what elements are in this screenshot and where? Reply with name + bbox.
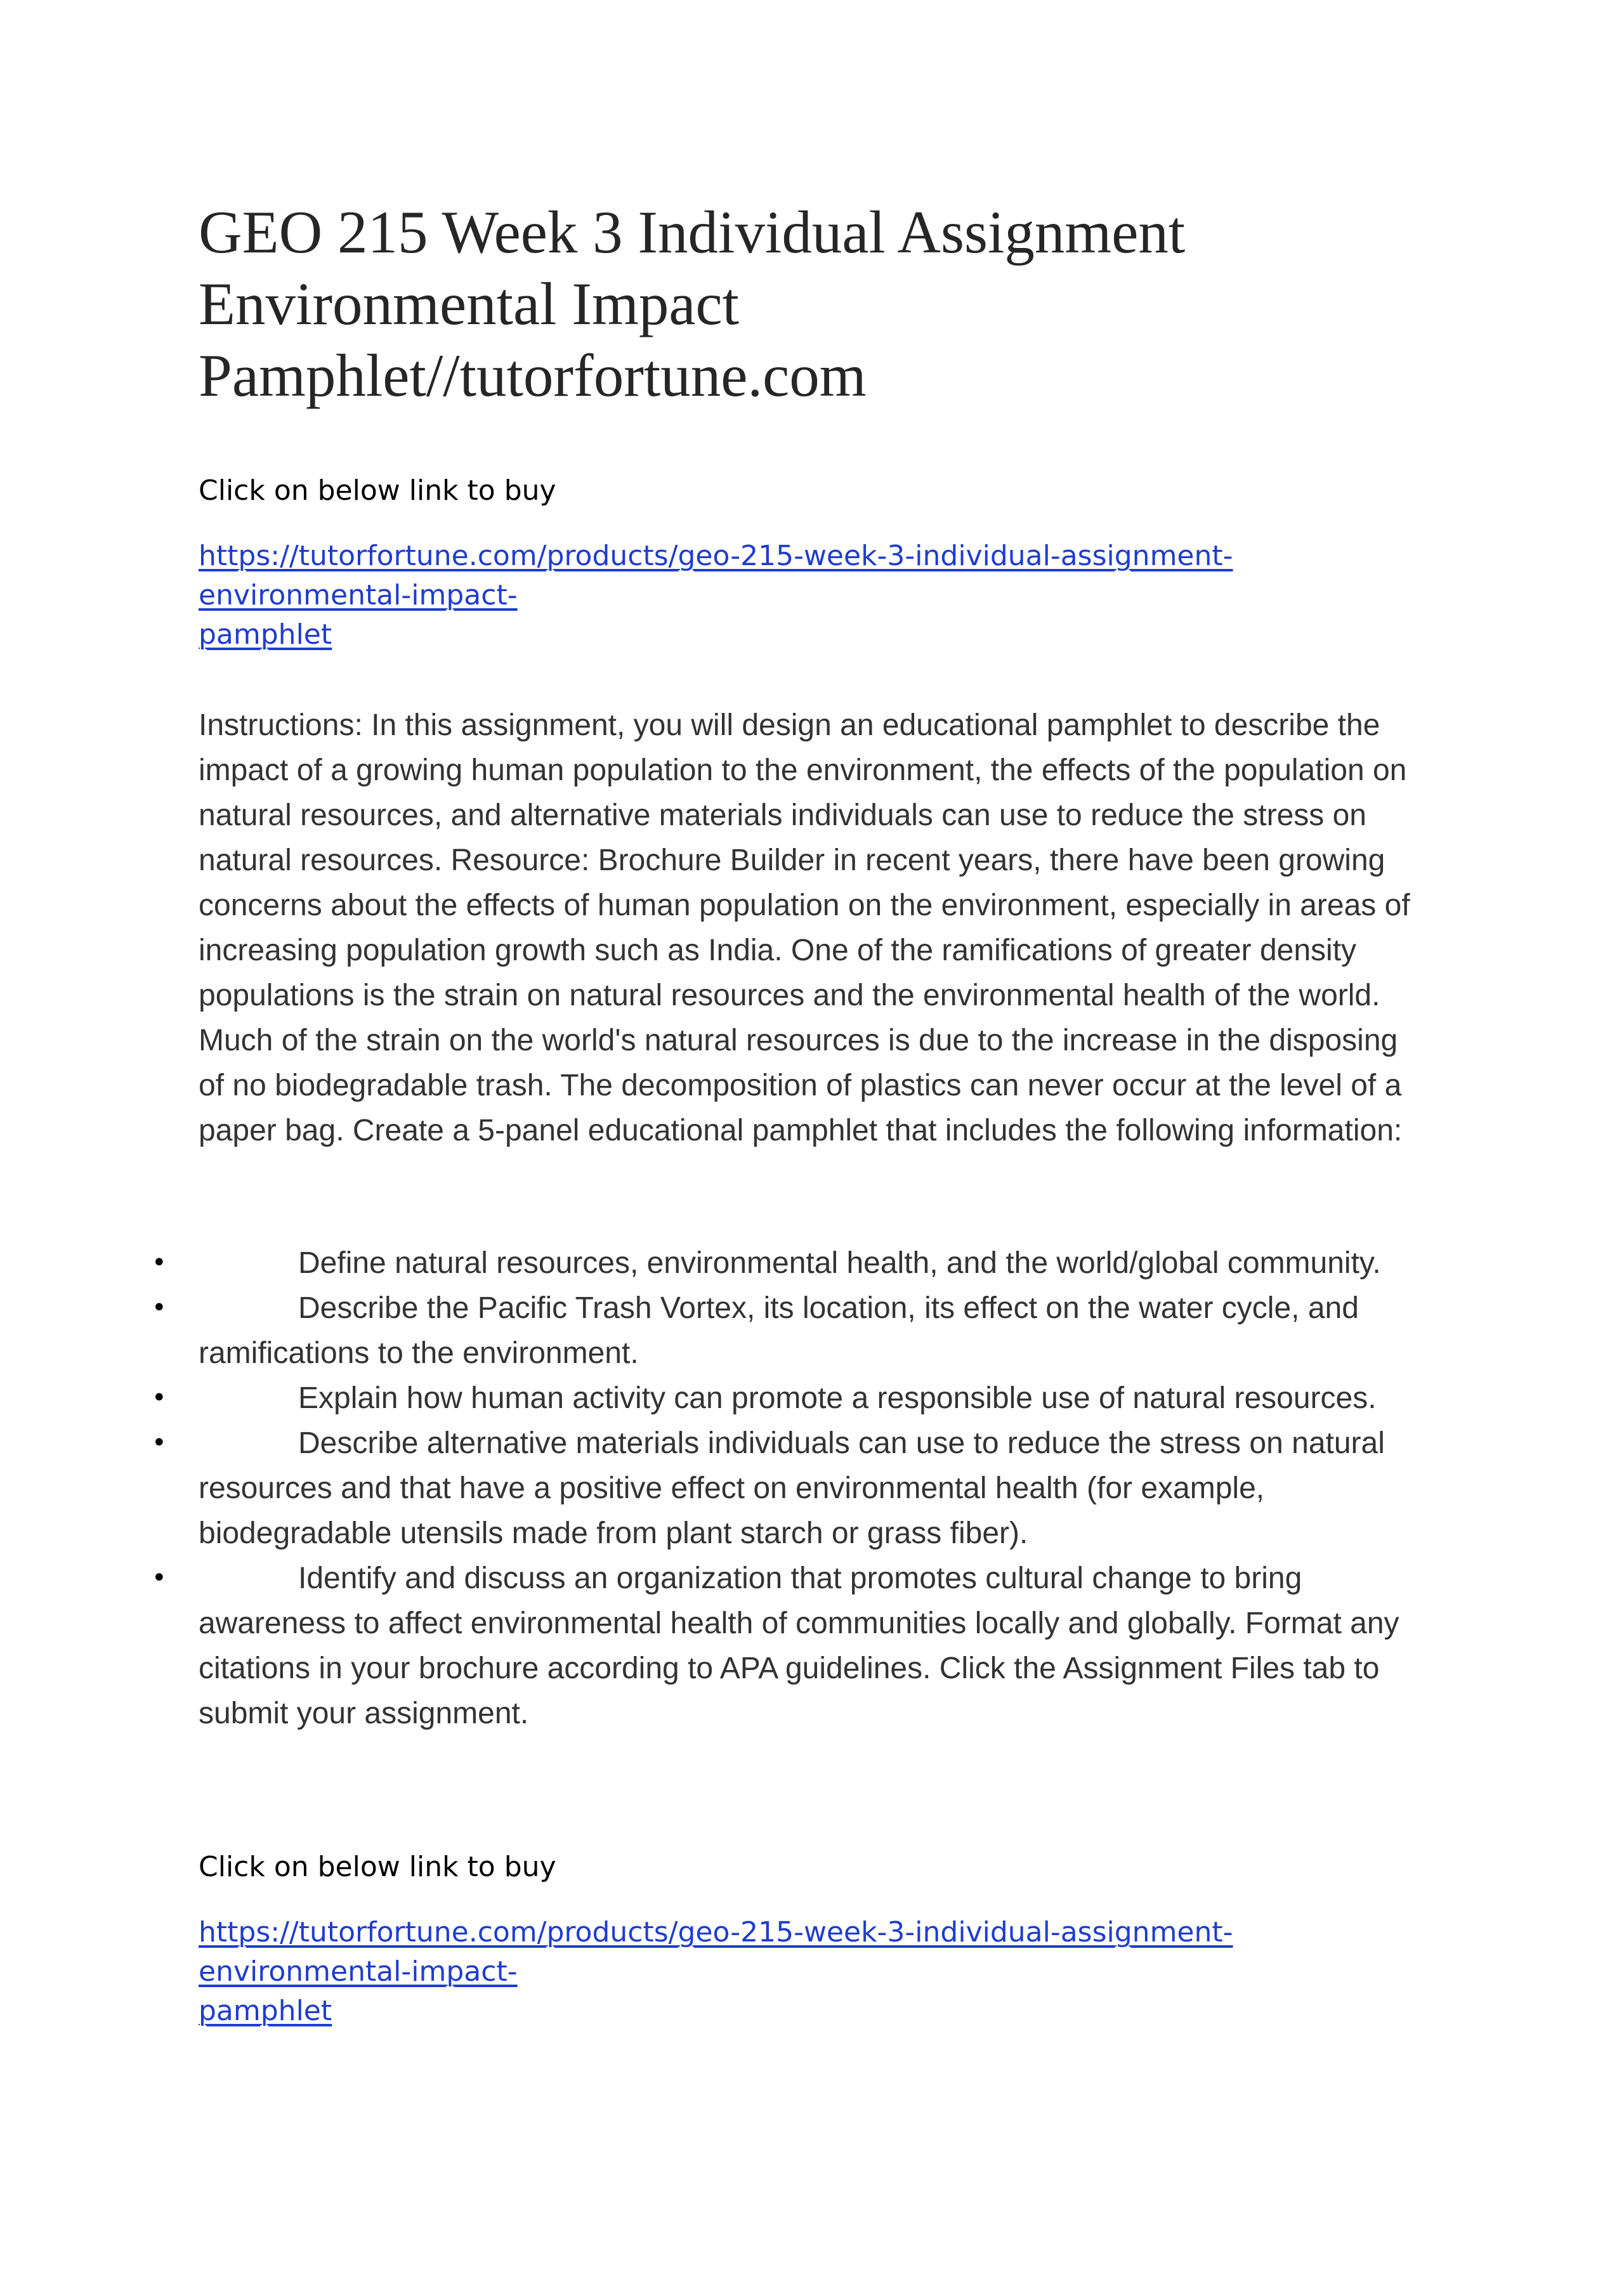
top-buy-link[interactable] (199, 537, 1442, 655)
bullet-icon: • (152, 1248, 167, 1277)
list-item-text: Define natural resources, environmental health, and the world/global community. (298, 1246, 1381, 1280)
bottom-buy-link-line-1[interactable]: https://tutorfortune.com/products/geo-215-week-3-individual-assignment-environmental-impact- (199, 1916, 1233, 1988)
top-buy-label: Click on below link to buy (199, 474, 556, 507)
instructions-paragraph: Instructions: In this assignment, you will design an educational pamphlet to describe the impact of a growing human population to the environment, the effects of the population on natural resources, and alternative materials individuals can use to reduce the stress on natural resources. Resource: Brochure Builder in recent years, there have been growing concerns about the effects of human population on the environment, especially in areas of increasing population growth such as India. One of the ramifications of greater density populations is the strain on natural resources and the environmental health of the world. Much of the strain on the world's natural resources is due to the increase in the disposing of no biodegradable trash. The decomposition of plastics can never occur at the level of a paper bag. Create a 5-panel educational pamphlet that includes the following information: (199, 708, 1410, 1147)
requirements-list (0, 1241, 1624, 1736)
top-buy-link-line-2[interactable]: pamphlet (199, 618, 332, 651)
title-line-1: GEO 215 Week 3 Individual Assignment (199, 199, 1186, 266)
title-line-3: Pamphlet//tutorfortune.com (199, 342, 867, 409)
title-line-2: Environmental Impact (199, 270, 740, 337)
bottom-buy-link-line-2[interactable]: pamphlet (199, 1995, 332, 2027)
bottom-buy-link[interactable] (199, 1913, 1442, 2031)
bullet-icon: • (152, 1383, 167, 1412)
document-title (199, 197, 1404, 412)
bottom-buy-label: Click on below link to buy (199, 1851, 556, 1883)
list-item (152, 1556, 1436, 1736)
list-item (152, 1376, 1436, 1421)
bullet-icon: • (152, 1428, 167, 1458)
list-item (152, 1421, 1436, 1556)
list-item-text: Describe alternative materials individuals can use to reduce the stress on natural resources and that have a positive effect on environmental health (for example, biodegradable utensils made from plant starch or grass fiber). (199, 1426, 1385, 1550)
bullet-icon: • (152, 1293, 167, 1322)
top-buy-link-line-1[interactable]: https://tutorfortune.com/products/geo-215-week-3-individual-assignment-environmental-impact- (199, 540, 1233, 611)
list-item-text: Explain how human activity can promote a responsible use of natural resources. (298, 1381, 1377, 1415)
list-item-text: Describe the Pacific Trash Vortex, its location, its effect on the water cycle, and ramifications to the environment. (199, 1291, 1359, 1370)
bullet-icon: • (152, 1563, 167, 1593)
list-item (152, 1286, 1436, 1376)
list-item (152, 1241, 1436, 1286)
list-item-text: Identify and discuss an organization that promotes cultural change to bring awareness to affect environmental health of communities locally and globally. Format any citations in your brochure according to APA guidelines. Click the Assignment Files tab to submit your assignment. (199, 1562, 1399, 1730)
